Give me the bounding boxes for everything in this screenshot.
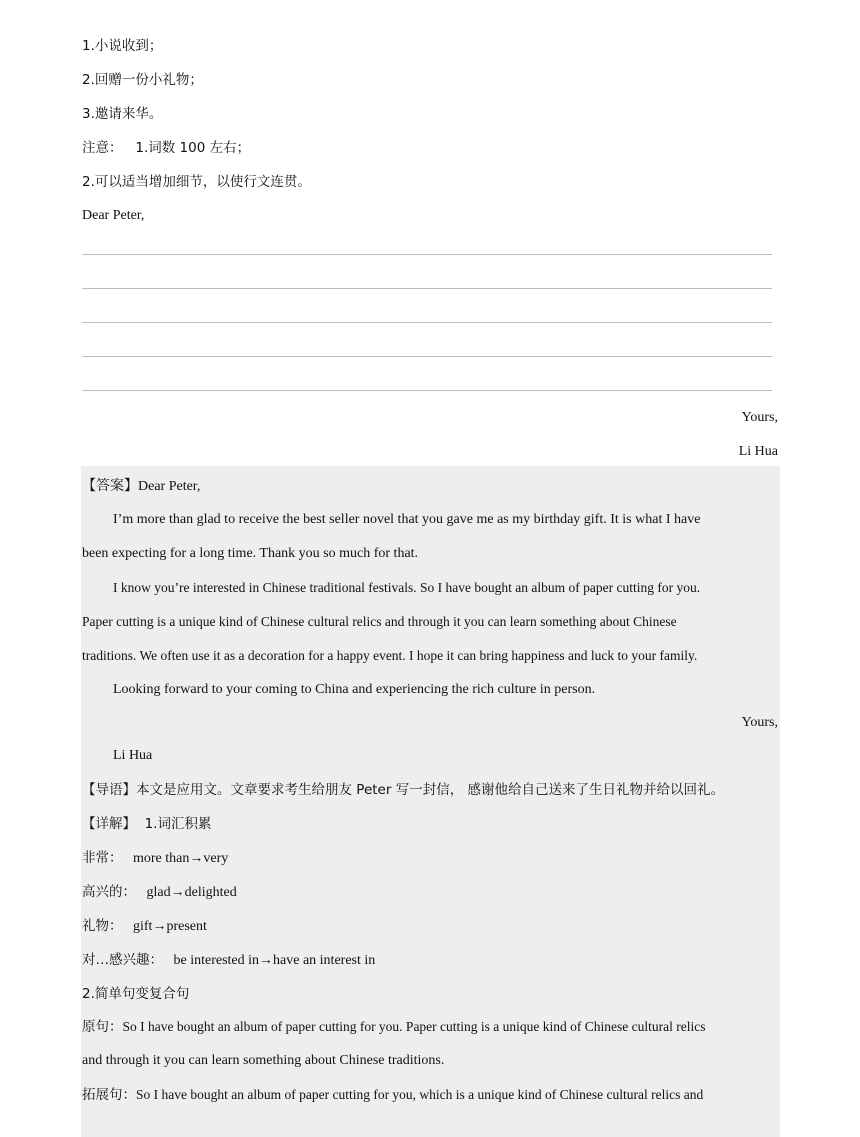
- notes-item-1: 1.词数 100 左右；: [135, 140, 251, 156]
- answer-para1-line2: been expecting for a long time. Thank you so much for that.: [82, 546, 419, 561]
- original-sentence-line2: and through it you can learn something about Chinese traditions.: [82, 1053, 445, 1068]
- writing-line-1: [82, 254, 772, 255]
- original-text-1: So I have bought an album of paper cutting for you. Paper cutting is a unique kind of Chinese cultural relics: [122, 1019, 706, 1034]
- expanded-label: 拓展句：: [82, 1087, 136, 1103]
- vocab-item: [82, 882, 779, 903]
- vocab-en: be interested in→have an interest in: [173, 953, 376, 968]
- writing-line-2: [82, 288, 772, 289]
- requirement-1: 1.小说收到；: [82, 38, 163, 54]
- expanded-text-1: So I have bought an album of paper cutting for you, which is a unique kind of Chinese cultural relics and: [136, 1087, 704, 1102]
- detail-tag: 【详解】: [82, 816, 136, 832]
- vocab-en: glad→delighted: [146, 885, 237, 900]
- expanded-sentence-line1: [82, 1085, 779, 1105]
- letter-closing-name: Li Hua: [738, 444, 778, 459]
- detail-heading-1: 1.词汇积累: [144, 816, 212, 832]
- notes-item-2: 2.可以适当增加细节，以使行文连贯。: [82, 174, 311, 190]
- writing-line-3: [82, 322, 772, 323]
- answer-closing-yours: Yours,: [741, 715, 778, 730]
- requirement-3: 3.邀请来华。: [82, 106, 163, 122]
- answer-heading: [82, 476, 779, 497]
- vocab-item: [82, 848, 779, 869]
- vocab-cn: 对…感兴趣：: [82, 952, 163, 968]
- guide-text: 本文是应用文。文章要求考生给朋友 Peter 写一封信， 感谢他给自己送来了生日礼物并给以回礼。: [136, 782, 724, 798]
- answer-para2-line1: I know you’re interested in Chinese traditional festivals. So I have bought an album of paper cutting for you.: [113, 580, 701, 595]
- detail-heading: [82, 814, 779, 834]
- answer-tag: 【答案】: [82, 478, 138, 494]
- answer-closing-name: Li Hua: [113, 748, 153, 763]
- vocab-cn: 非常：: [82, 850, 123, 866]
- notes-line: [82, 138, 250, 158]
- answer-para3: Looking forward to your coming to China and experiencing the rich culture in person.: [113, 682, 596, 697]
- answer-salutation: Dear Peter,: [138, 479, 201, 494]
- guide-line: [82, 780, 779, 800]
- detail-heading-2: 2.简单句变复合句: [82, 986, 190, 1002]
- answer-para2-line3: traditions. We often use it as a decoration for a happy event. I hope it can bring happiness and luck to your family.: [82, 648, 698, 663]
- vocab-en: gift→present: [133, 919, 207, 934]
- vocab-item: [82, 916, 779, 937]
- guide-tag: 【导语】: [82, 782, 136, 798]
- letter-salutation: Dear Peter,: [82, 208, 145, 223]
- writing-line-4: [82, 356, 772, 357]
- answer-para2-line2: Paper cutting is a unique kind of Chinese cultural relics and through it you can learn something about Chinese: [82, 614, 677, 629]
- letter-closing-yours: Yours,: [741, 410, 778, 425]
- original-sentence-line1: [82, 1017, 779, 1037]
- vocab-item: [82, 950, 779, 971]
- answer-para1-line1: I’m more than glad to receive the best seller novel that you gave me as my birthday gift. It is what I have: [113, 512, 701, 527]
- vocab-en: more than→very: [133, 851, 229, 866]
- writing-line-5: [82, 390, 772, 391]
- notes-label: 注意：: [82, 140, 123, 156]
- vocab-cn: 高兴的：: [82, 884, 136, 900]
- original-label: 原句：: [82, 1019, 123, 1035]
- vocab-cn: 礼物：: [82, 918, 123, 934]
- requirement-2: 2.回赠一份小礼物；: [82, 72, 203, 88]
